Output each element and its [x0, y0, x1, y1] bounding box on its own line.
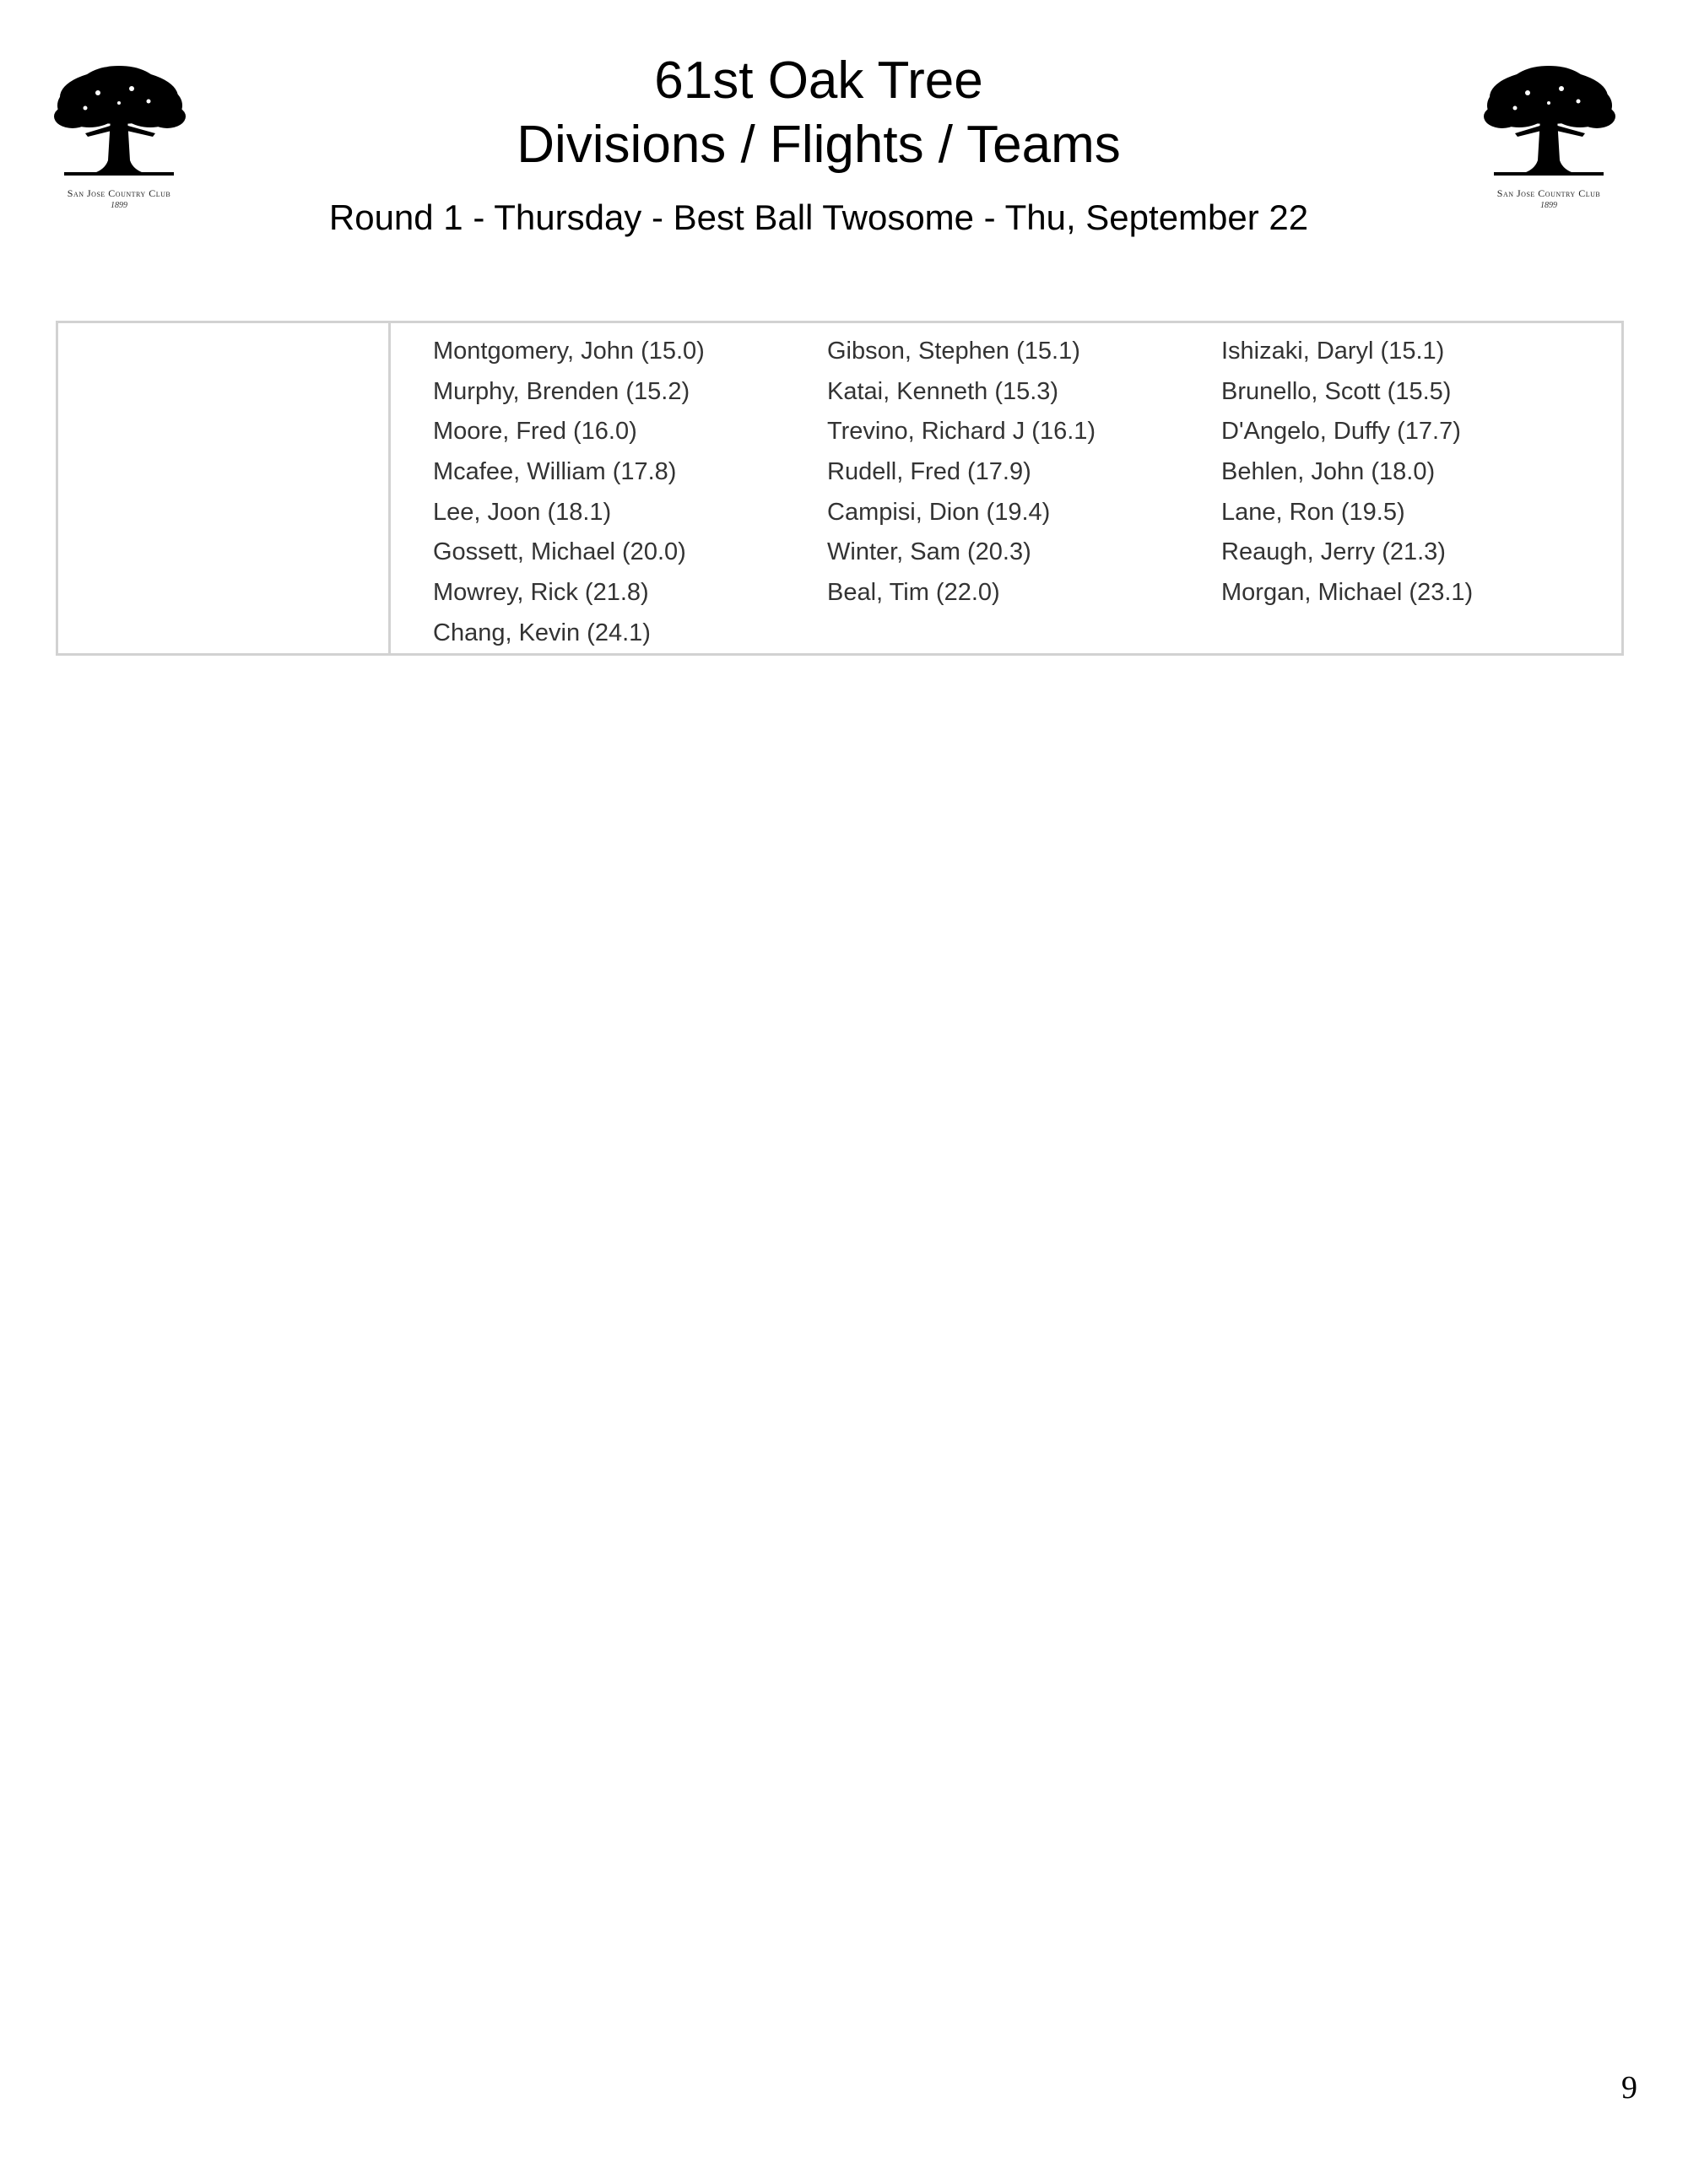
player-entry: Reaugh, Jerry (21.3)	[1221, 538, 1446, 566]
player-entry: Mowrey, Rick (21.8)	[433, 579, 649, 607]
player-entry: Rudell, Fred (17.9)	[827, 458, 1031, 486]
team-label-cell	[58, 323, 391, 653]
player-entry: Murphy, Brenden (15.2)	[433, 377, 690, 405]
player-entry: Gibson, Stephen (15.1)	[827, 338, 1080, 365]
player-entry: Mcafee, William (17.8)	[433, 458, 677, 486]
logo-caption: San Jose Country Club	[67, 187, 171, 199]
player-entry: Campisi, Dion (19.4)	[827, 498, 1051, 526]
player-entry: Winter, Sam (20.3)	[827, 538, 1031, 566]
player-entry: Lane, Ron (19.5)	[1221, 498, 1405, 526]
player-entry: Lee, Joon (18.1)	[433, 498, 612, 526]
player-entry: Ishizaki, Daryl (15.1)	[1221, 338, 1445, 365]
round-subtitle: Round 1 - Thursday - Best Ball Twosome - Thu, September 22	[328, 197, 1309, 237]
player-entry: Trevino, Richard J (16.1)	[827, 418, 1096, 446]
player-entry: Behlen, John (18.0)	[1221, 458, 1436, 486]
player-entry: Beal, Tim (22.0)	[827, 579, 1000, 607]
team-table	[56, 321, 1624, 656]
player-entry: Gossett, Michael (20.0)	[433, 538, 686, 566]
page-number: 9	[1621, 2070, 1637, 2106]
player-entry: Morgan, Michael (23.1)	[1221, 579, 1474, 607]
page-title: 61st Oak Tree	[654, 51, 983, 110]
player-entry: D'Angelo, Duffy (17.7)	[1221, 418, 1461, 446]
logo-caption: San Jose Country Club	[1496, 187, 1601, 199]
club-logo-left	[39, 59, 199, 228]
club-logo-right	[1469, 59, 1629, 228]
player-entry: Katai, Kenneth (15.3)	[827, 377, 1059, 405]
page-title-secondary: Divisions / Flights / Teams	[517, 116, 1121, 174]
page-header	[219, 49, 1418, 241]
logo-year: 1899	[111, 201, 127, 210]
player-list	[433, 332, 1615, 654]
player-entry: Moore, Fred (16.0)	[433, 418, 637, 446]
oak-tree-icon	[39, 59, 199, 203]
oak-tree-icon	[1469, 59, 1629, 203]
logo-year: 1899	[1540, 201, 1557, 210]
player-entry: Montgomery, John (15.0)	[433, 338, 705, 365]
player-entry: Chang, Kevin (24.1)	[433, 619, 651, 646]
player-entry: Brunello, Scott (15.5)	[1221, 377, 1452, 405]
